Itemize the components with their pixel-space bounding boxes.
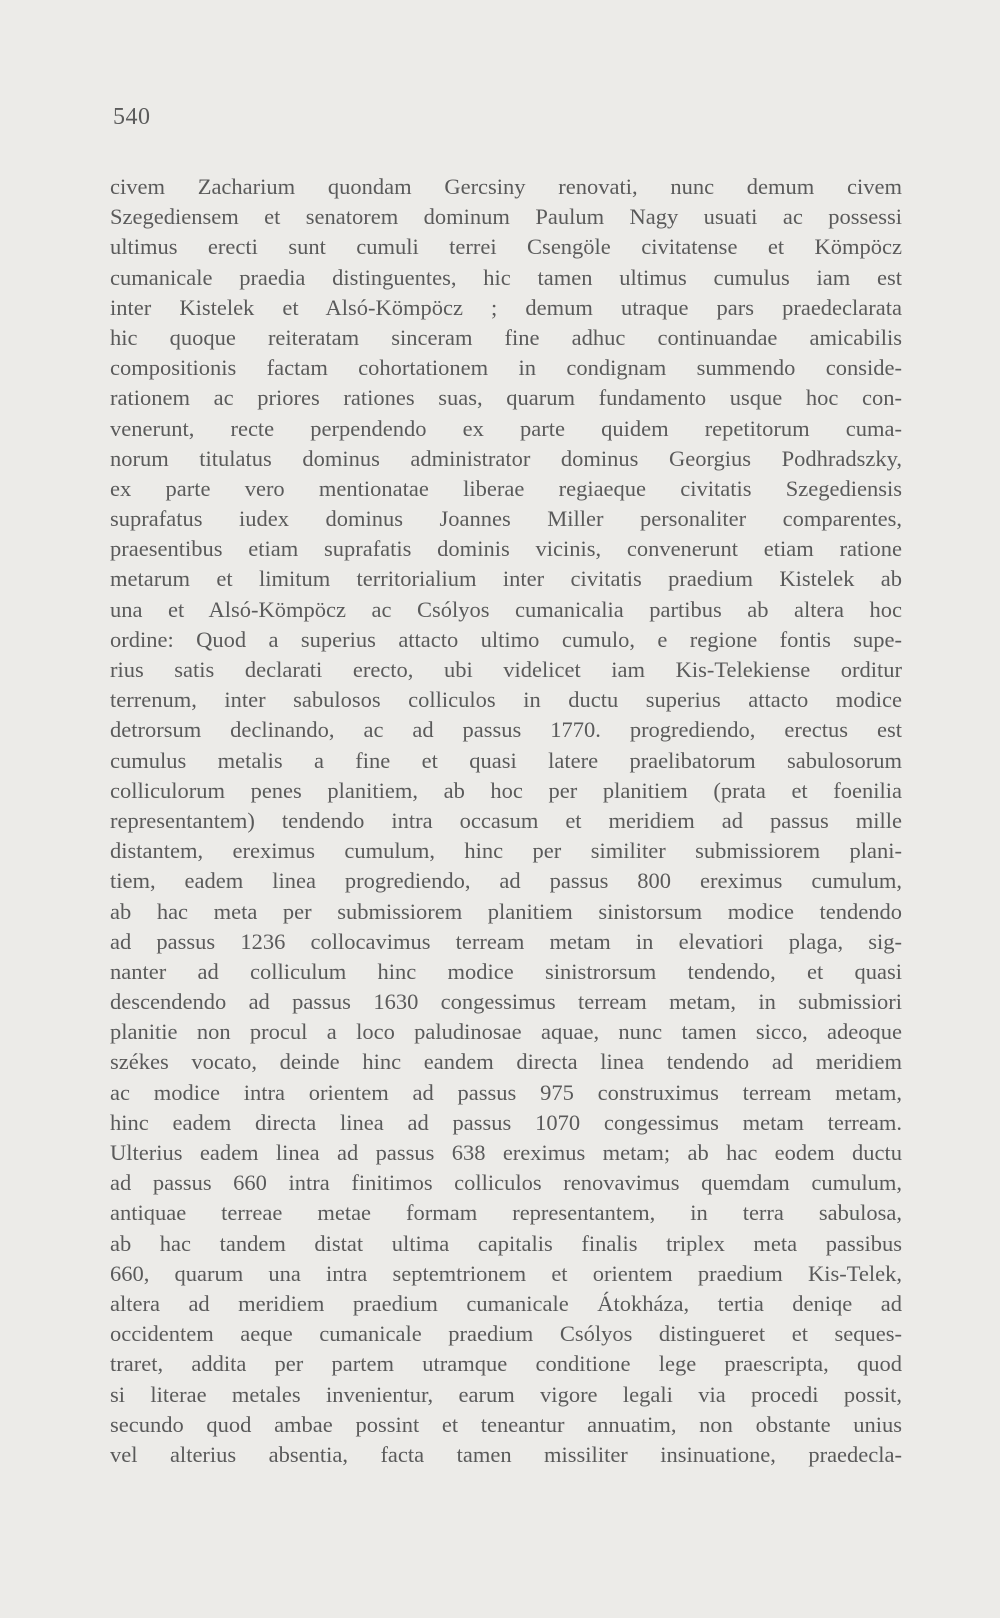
text-line: Szegediensem et senatorem dominum Paulum Nagy usuati ac possessi	[110, 204, 902, 230]
text-line: metarum et limitum territorialium inter civitatis praedium Kistelek ab	[110, 566, 902, 592]
text-line: 660, quarum una intra septemtrionem et orientem praedium Kis-Telek,	[110, 1260, 902, 1286]
text-line: norum titulatus dominus administrator dominus Georgius Podhradszky,	[110, 445, 902, 471]
text-line: traret, addita per partem utramque conditione lege praescripta, quod	[110, 1351, 902, 1377]
body-text	[110, 172, 902, 1470]
text-line: vel alterius absentia, facta tamen missiliter insinuatione, praedecla-	[110, 1441, 902, 1467]
text-line: tiem, eadem linea progrediendo, ad passus 800 ereximus cumulum,	[110, 868, 902, 894]
page-number: 540	[113, 104, 151, 130]
text-line: rationem ac priores rationes suas, quarum fundamento usque hoc con-	[110, 385, 902, 411]
text-line: nanter ad colliculum hinc modice sinistrorsum tendendo, et quasi	[110, 958, 902, 984]
text-line: distantem, ereximus cumulum, hinc per similiter submissiorem plani-	[110, 838, 902, 864]
text-line: planitie non procul a loco paludinosae aquae, nunc tamen sicco, adeoque	[110, 1019, 902, 1045]
text-line: occidentem aeque cumanicale praedium Csólyos distingueret et seques-	[110, 1321, 902, 1347]
text-line: hinc eadem directa linea ad passus 1070 congessimus metam terream.	[110, 1109, 902, 1135]
text-line: székes vocato, deinde hinc eandem directa linea tendendo ad meridiem	[110, 1049, 902, 1075]
text-line: ab hac tandem distat ultima capitalis finalis triplex meta passibus	[110, 1230, 902, 1256]
text-line: Ulterius eadem linea ad passus 638 ereximus metam; ab hac eodem ductu	[110, 1140, 902, 1165]
text-line: cumanicale praedia distinguentes, hic tamen ultimus cumulus iam est	[110, 264, 902, 290]
text-line: ad passus 660 intra finitimos colliculos renovavimus quemdam cumulum,	[110, 1170, 902, 1196]
text-line: hic quoque reiteratam sinceram fine adhuc continuandae amicabilis	[110, 324, 902, 350]
text-line: ab hac meta per submissiorem planitiem sinistorsum modice tendendo	[110, 898, 902, 924]
text-line: civem Zacharium quondam Gercsiny renovati, nunc demum civem	[110, 174, 902, 199]
text-line: praesentibus etiam suprafatis dominis vicinis, convenerunt etiam ratione	[110, 536, 902, 562]
text-line: secundo quod ambae possint et teneantur annuatim, non obstante unius	[110, 1411, 902, 1437]
text-line: venerunt, recte perpendendo ex parte quidem repetitorum cuma-	[110, 415, 902, 441]
text-line: suprafatus iudex dominus Joannes Miller personaliter comparentes,	[110, 506, 902, 532]
text-line: ultimus erecti sunt cumuli terrei Csengöle civitatense et Kömpöcz	[110, 234, 902, 260]
text-line: ex parte vero mentionatae liberae regiaeque civitatis Szegediensis	[110, 475, 902, 501]
text-line: si literae metales invenientur, earum vigore legali via procedi possit,	[110, 1381, 902, 1407]
text-line: ac modice intra orientem ad passus 975 construximus terream metam,	[110, 1079, 902, 1105]
text-line: descendendo ad passus 1630 congessimus terream metam, in submissiori	[110, 989, 902, 1015]
text-line: colliculorum penes planitiem, ab hoc per planitiem (prata et foenilia	[110, 777, 902, 803]
text-line: ad passus 1236 collocavimus terream metam in elevatiori plaga, sig-	[110, 928, 902, 954]
text-line: representantem) tendendo intra occasum et meridiem ad passus mille	[110, 807, 902, 833]
text-line: rius satis declarati erecto, ubi videlicet iam Kis-Telekiense orditur	[110, 657, 902, 682]
text-line: cumulus metalis a fine et quasi latere praelibatorum sabulosorum	[110, 747, 902, 773]
text-line: antiquae terreae metae formam representantem, in terra sabulosa,	[110, 1200, 902, 1226]
text-line: altera ad meridiem praedium cumanicale Átokháza, tertia deniqe ad	[110, 1290, 902, 1316]
text-line: ordine: Quod a superius attacto ultimo cumulo, e regione fontis supe-	[110, 626, 902, 652]
text-line: una et Alsó-Kömpöcz ac Csólyos cumanicalia partibus ab altera hoc	[110, 596, 902, 622]
text-line: compositionis factam cohortationem in condignam summendo conside-	[110, 355, 902, 381]
text-line: inter Kistelek et Alsó-Kömpöcz ; demum utraque pars praedeclarata	[110, 294, 902, 320]
text-line: terrenum, inter sabulosos colliculos in ductu superius attacto modice	[110, 687, 902, 713]
text-line: detrorsum declinando, ac ad passus 1770. progrediendo, erectus est	[110, 717, 902, 743]
